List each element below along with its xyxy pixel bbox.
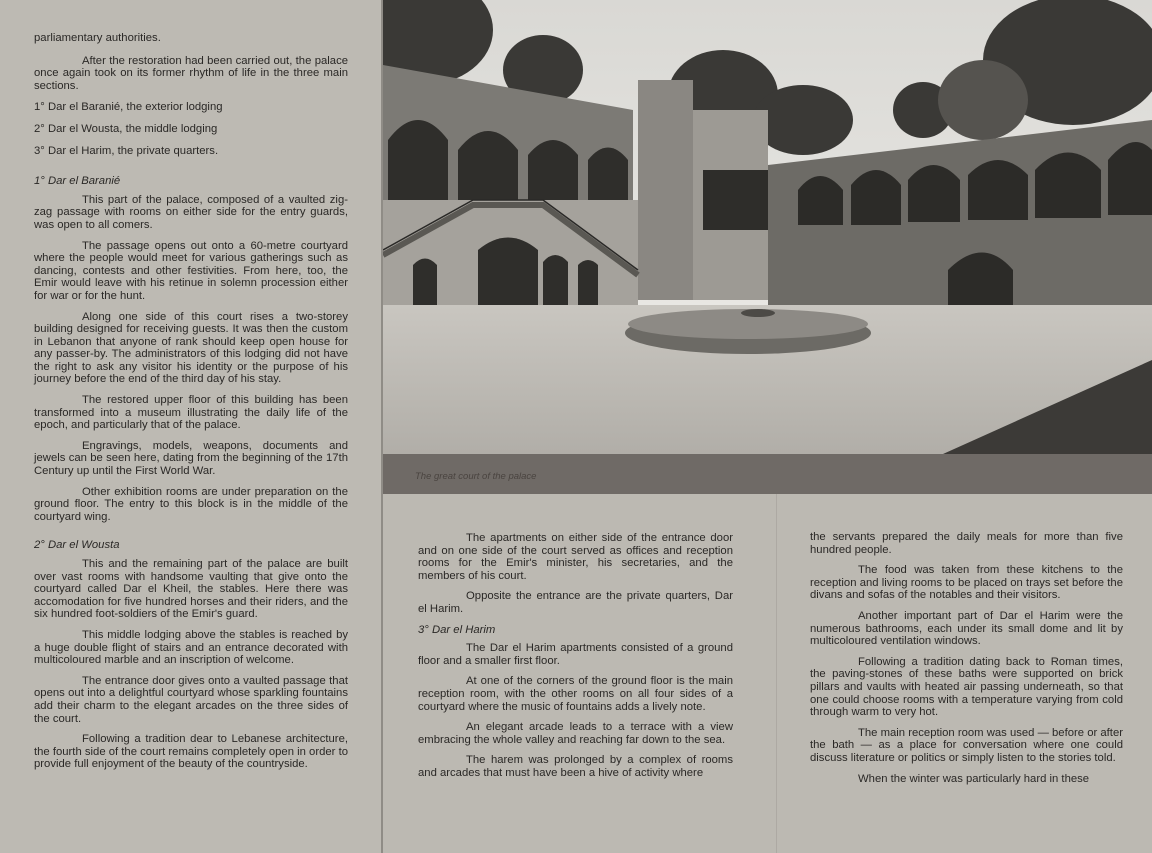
paragraph: Another important part of Dar el Harim were the numerous bathrooms, each under its small dome and lit by multicoloured ventilation windows. [810,609,1123,648]
paragraph: Following a tradition dating back to Roman times, the paving-stones of these baths were supported on brick pillars and vaults with heated air passing underneath, so that one could choose rooms with a temperature varying from cold through warm to very hot. [810,655,1123,719]
list-item: 2° Dar el Wousta, the middle lodging [34,122,218,135]
photo-caption-bar [383,454,1152,494]
section-heading: 1° Dar el Baranié [34,175,121,188]
paragraph: Along one side of this court rises a two-storey building designed for receiving guests. It was then the custom in Lebanon that anyone of rank should keep open house for any passer-by. The administrators of this lodging did not have the right to ask any visitor his identity or the purpose of his journey before the end of the third day of his stay. [34,310,348,386]
section-heading: 2° Dar el Wousta [34,539,120,552]
paragraph: This and the remaining part of the palace are built over vast rooms with handsome vaulting that give onto the courtyard called Dar el Kheil, the stables. Here there was accomodation for five hundred horses and their riders, and the six hundred foot-soldiers of the Emir's guard. [34,558,348,621]
paragraph: An elegant arcade leads to a terrace with a view embracing the whole valley and reaching far down to the sea. [418,721,733,746]
paragraph: Other exhibition rooms are under preparation on the ground floor. The entry to this block is in the middle of the courtyard wing. [34,485,348,523]
list-item: 3° Dar el Harim, the private quarters. [34,144,219,157]
paragraph: Engravings, models, weapons, documents and jewels can be seen here, dating from the beginning of the 17th Century up until the First World War. [34,439,348,478]
paragraph: The harem was prolonged by a complex of rooms and arcades that must have been a hive of activity where [418,754,733,779]
courtyard-photo [383,0,1152,454]
paragraph: The apartments on either side of the entrance door and on one side of the court served as offices and reception rooms for the Emir's minister, his secretaries, and the members of his court. [418,532,733,582]
paragraph: The food was taken from these kitchens to the reception and living rooms to be placed on trays set before the divans and sofas of the notables and their visitors. [810,564,1123,602]
paragraph: Following a tradition dear to Lebanese architecture, the fourth side of the court remains completely open in order to provide full enjoyment of the beauty of the countryside. [34,733,348,771]
paragraph: Opposite the entrance are the private quarters, Dar el Harim. [418,590,733,615]
paragraph: The main reception room was used — before or after the bath — as a place for conversation where one could discuss literature or politics or simply listen to the stories told. [810,726,1123,764]
photo-caption: The great court of the palace [415,471,537,482]
section-heading: 3° Dar el Harim [418,623,496,636]
page-fold-right [776,494,777,853]
paragraph: The Dar el Harim apartments consisted of a ground floor and a smaller first floor. [418,642,733,667]
paragraph: When the winter was particularly hard in these [858,772,1090,785]
list-item: 1° Dar el Baranié, the exterior lodging [34,101,223,114]
paragraph: This part of the palace, composed of a vaulted zig-zag passage with rooms on either side for the entry guards, was open to all comers. [34,193,348,231]
paragraph: The restored upper floor of this building has been transformed into a museum illustrating the daily life of the epoch, and particularly that of the palace. [34,394,348,432]
middle-text-column [418,532,733,788]
right-text-column [810,531,1123,793]
paragraph: After the restoration had been carried out, the palace once again took on its former rhythm of life in the three main sections. [34,54,348,92]
paragraph: This middle lodging above the stables is reached by a huge double flight of stairs and an entrance decorated with multicoloured marble and an inscription of welcome. [34,628,348,667]
paragraph: The passage opens out onto a 60-metre courtyard where the people would meet for various gatherings such as dancing, contests and other festivities. From here, too, the Emir would leave with his retinue in solemn procession either for war or for the hunt. [34,239,348,302]
paragraph: At one of the corners of the ground floor is the main reception room, with the other rooms on all four sides of a courtyard where the music of fountains adds a lively note. [418,675,733,713]
left-text-column [34,32,348,779]
paragraph: the servants prepared the daily meals for more than five hundred people. [810,531,1123,556]
paragraph: parliamentary authorities. [34,32,161,44]
paragraph: The entrance door gives onto a vaulted passage that opens out into a delightful courtyard whose sparkling fountains add their charm to the elegant arcades on the three sides of the court. [34,674,348,725]
